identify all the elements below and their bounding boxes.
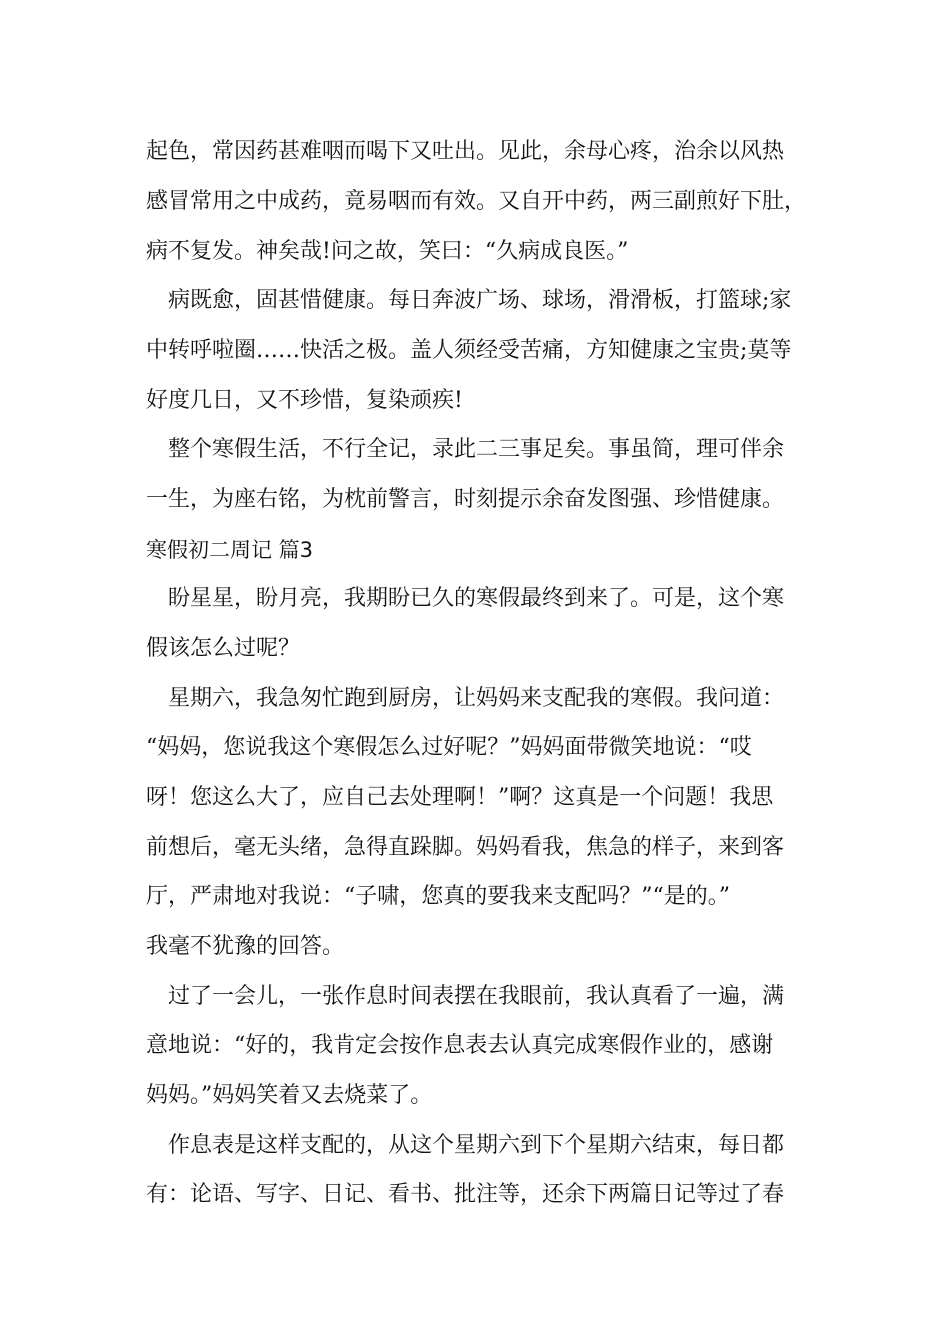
text-line: 前想后，毫无头绪，急得直跺脚。妈妈看我，焦急的样子，来到客 xyxy=(146,835,785,860)
text-line: 意地说：“好的，我肯定会按作息表去认真完成寒假作业的，感谢 xyxy=(146,1033,774,1058)
text-line: 厅，严肃地对我说：“子啸，您真的要我来支配吗？”“是的。” xyxy=(146,884,730,909)
text-line: 一生，为座右铭，为枕前警言，时刻提示余奋发图强、珍惜健康。 xyxy=(146,487,785,512)
text-line: 病既愈，固甚惜健康。每日奔波广场、球场，滑滑板，打篮球;家 xyxy=(168,288,792,313)
text-line: 我毫不犹豫的回答。 xyxy=(146,934,345,959)
text-line: 作息表是这样支配的，从这个星期六到下个星期六结束，每日都 xyxy=(168,1133,785,1158)
text-line: 起色，常因药甚难咽而喝下又吐出。见此，余母心疼，治余以风热 xyxy=(146,139,785,164)
text-line: 星期六，我急匆忙跑到厨房，让妈妈来支配我的寒假。我问道： xyxy=(168,686,785,711)
text-line: 盼星星，盼月亮，我期盼已久的寒假最终到来了。可是，这个寒 xyxy=(168,586,785,611)
text-line: 中转呼啦圈……快活之极。盖人须经受苦痛，方知健康之宝贵;莫等 xyxy=(146,338,792,363)
text-line: 有：论语、写字、日记、看书、批注等，还余下两篇日记等过了春 xyxy=(146,1182,785,1207)
text-line: 过了一会儿，一张作息时间表摆在我眼前，我认真看了一遍，满 xyxy=(168,984,785,1009)
text-line: 好度几日，又不珍惜，复染顽疾! xyxy=(146,388,463,413)
text-line: 感冒常用之中成药，竟易咽而有效。又自开中药，两三副煎好下肚， xyxy=(146,189,807,214)
text-line: 整个寒假生活，不行全记，录此二三事足矣。事虽简，理可伴余 xyxy=(168,437,785,462)
text-line: 病不复发。神矣哉!问之故，笑曰：“久病成良医。” xyxy=(146,239,629,264)
text-line: 呀！您这么大了，应自己去处理啊！”啊？这真是一个问题！我思 xyxy=(146,785,774,810)
text-line: 假该怎么过呢？ xyxy=(146,636,301,661)
text-line: 妈妈。”妈妈笑着又去烧菜了。 xyxy=(146,1083,433,1108)
text-line: “妈妈，您说我这个寒假怎么过好呢？”妈妈面带微笑地说：“哎 xyxy=(146,735,752,760)
section-heading: 寒假初二周记 篇3 xyxy=(146,538,314,562)
